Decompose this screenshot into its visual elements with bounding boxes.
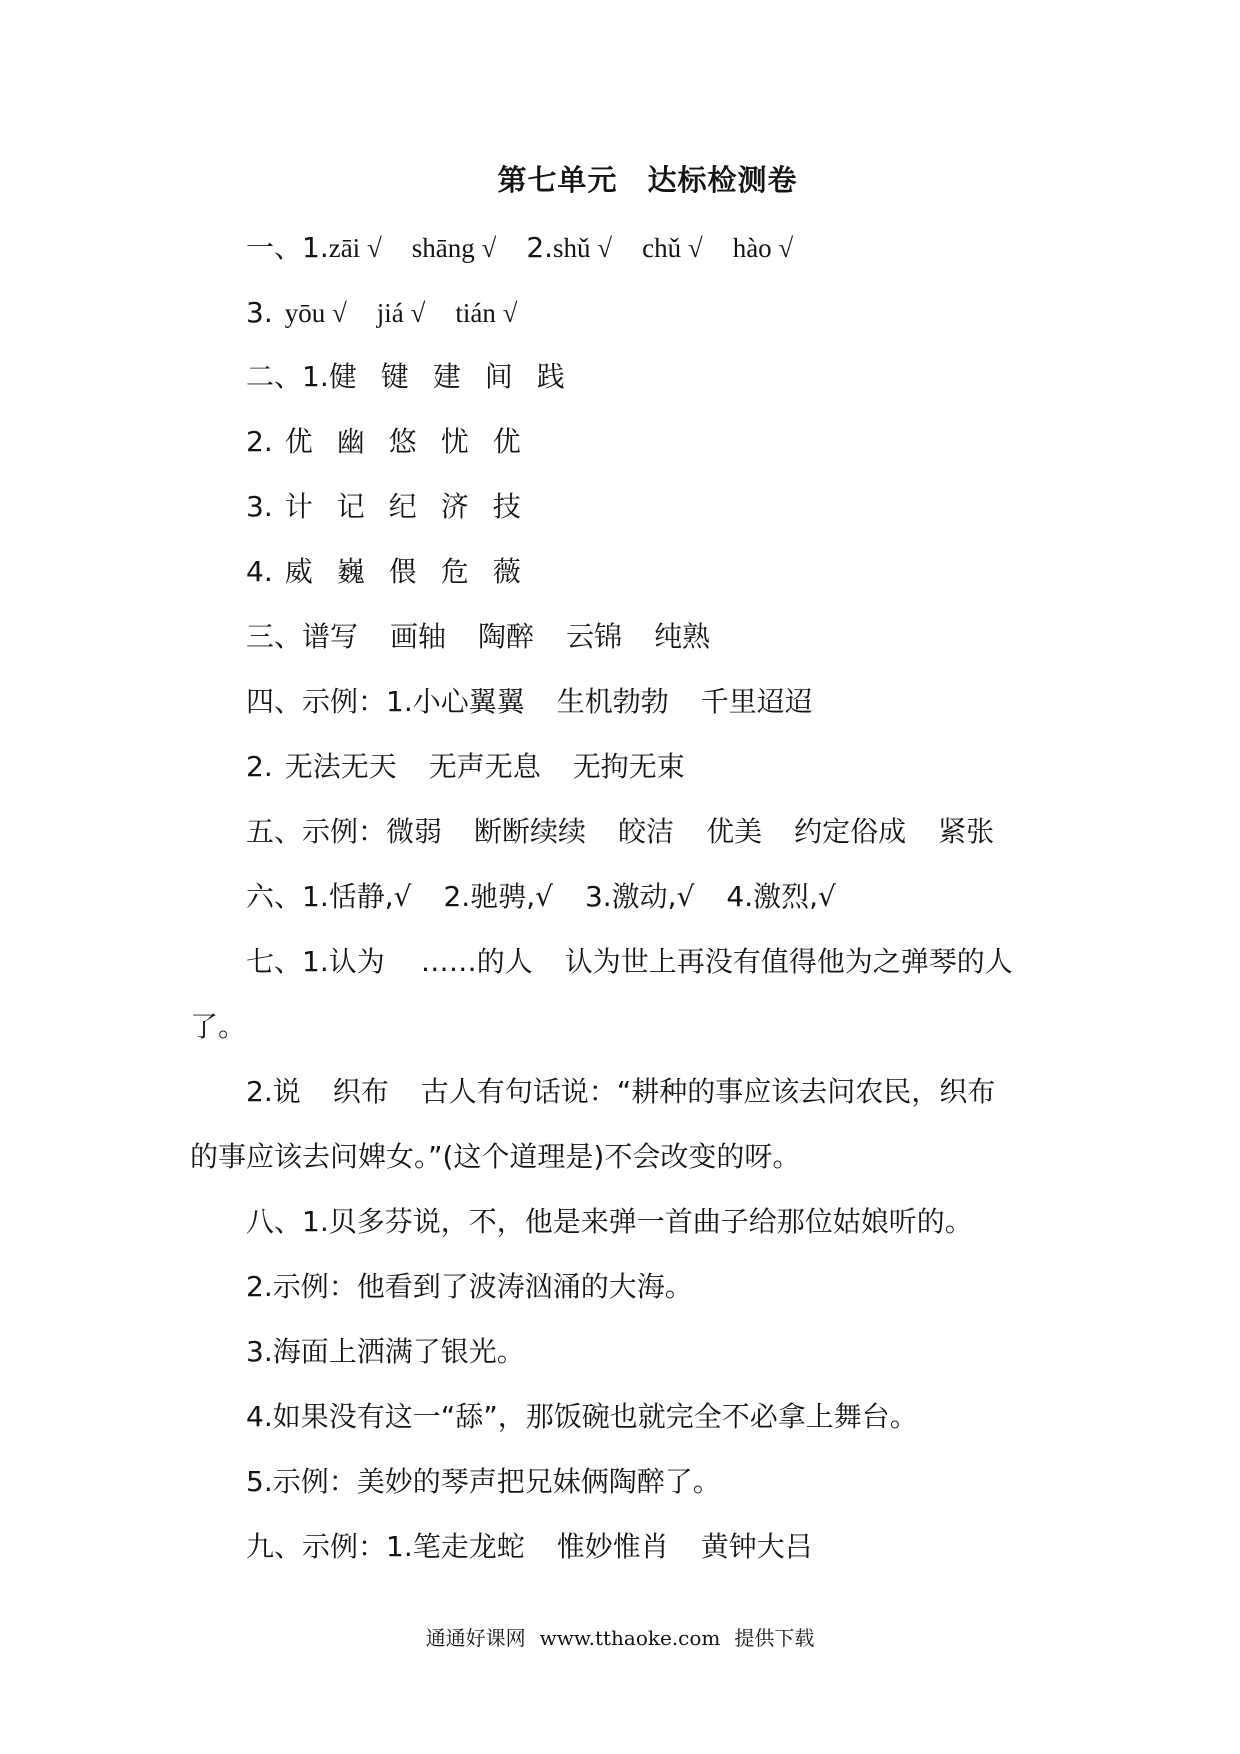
- word-answer: 3.激动,√: [584, 880, 695, 913]
- answer-line-4-2: [246, 747, 685, 787]
- word-answer: 惟妙惟肖: [556, 1530, 669, 1563]
- footer-note: 提供下载: [734, 1626, 815, 1650]
- word-answer: 纯熟: [654, 620, 711, 653]
- answer-text: 八、1.贝多芬说，不，他是来弹一首曲子给那位姑娘听的。: [246, 1205, 973, 1238]
- word-answer: 谱写: [302, 620, 359, 653]
- character-answer: 偎: [388, 555, 417, 588]
- line-prefix: 三、: [246, 620, 303, 653]
- character-answer: 健: [328, 360, 357, 393]
- answer-line-3: [246, 617, 710, 657]
- line-prefix: 2.: [246, 425, 273, 458]
- line-prefix: 4.: [246, 555, 273, 588]
- line-prefix: 四、示例：1.: [246, 685, 413, 718]
- answer-text: 5.示例：美妙的琴声把兄妹俩陶醉了。: [246, 1465, 721, 1498]
- word-answer: 陶醉: [478, 620, 535, 653]
- line-prefix: 2.: [526, 231, 554, 264]
- word-answer: 优美: [706, 815, 763, 848]
- character-answer: 忧: [440, 425, 469, 458]
- answer-text: 2.示例：他看到了波涛汹涌的大海。: [246, 1270, 693, 1303]
- character-answer: 键: [380, 360, 409, 393]
- character-answer: 幽: [336, 425, 365, 458]
- answer-line-8-5: [246, 1462, 721, 1502]
- character-answer: 建: [432, 360, 461, 393]
- pinyin-answer: zāi √: [328, 233, 382, 263]
- answer-line-8-2: [246, 1267, 693, 1307]
- character-answer: 纪: [388, 490, 417, 523]
- word-answer: 黄钟大吕: [700, 1530, 813, 1563]
- answer-line-8-1: [246, 1202, 973, 1242]
- pinyin-answer: chǔ √: [642, 233, 703, 263]
- word-answer: 紧张: [938, 815, 995, 848]
- word-answer: 画轴: [390, 620, 447, 653]
- line-prefix: 3.: [246, 490, 273, 523]
- character-answer: 优: [284, 425, 313, 458]
- answer-text: 七、1.认为: [246, 945, 385, 978]
- character-answer: 悠: [388, 425, 417, 458]
- character-answer: 技: [492, 490, 521, 523]
- answer-line-8-4: [246, 1397, 918, 1437]
- answer-line-9-1: [246, 1527, 813, 1567]
- answer-line-2-2: [246, 422, 521, 462]
- character-answer: 计: [284, 490, 313, 523]
- footer-url[interactable]: www.tthaoke.com: [539, 1626, 721, 1650]
- word-answer: 无声无息: [428, 750, 541, 783]
- word-answer: 生机勃勃: [556, 685, 669, 718]
- answer-line-7-2: [246, 1072, 995, 1112]
- pinyin-answer: shǔ √: [553, 233, 613, 263]
- word-answer: 约定俗成: [794, 815, 907, 848]
- character-answer: 记: [336, 490, 365, 523]
- line-prefix: 九、示例：1.: [246, 1530, 413, 1563]
- word-answer: 笔走龙蛇: [412, 1530, 525, 1563]
- answer-text: 2.说: [246, 1075, 301, 1108]
- pinyin-answer: shāng √: [411, 233, 497, 263]
- character-answer: 优: [492, 425, 521, 458]
- line-prefix: 一、1.: [246, 231, 329, 264]
- answer-line-2-3: [246, 487, 521, 527]
- character-answer: 巍: [336, 555, 365, 588]
- unit-label: 第七单元: [497, 163, 618, 197]
- word-answer: 云锦: [566, 620, 623, 653]
- character-answer: 济: [440, 490, 469, 523]
- answer-text: 的事应该去问婢女。”(这个道理是)不会改变的呀。: [190, 1140, 801, 1173]
- character-answer: 薇: [492, 555, 521, 588]
- answer-line-7-1: [246, 942, 1013, 982]
- word-answer: 小心翼翼: [412, 685, 525, 718]
- answer-text: 3.海面上洒满了银光。: [246, 1335, 525, 1368]
- answer-text: 古人有句话说：“耕种的事应该去问农民，织布: [420, 1075, 996, 1108]
- answer-line-2-4: [246, 552, 521, 592]
- line-prefix: 五、示例：: [246, 815, 387, 848]
- answer-line-7-2-continued: [190, 1137, 800, 1177]
- pinyin-answer: tián √: [455, 298, 518, 328]
- answer-line-5: [246, 812, 994, 852]
- page-title: [0, 158, 1240, 199]
- word-answer: 无拘无束: [572, 750, 685, 783]
- answer-text: 了。: [190, 1010, 247, 1043]
- answer-line-2-1: [246, 357, 565, 397]
- answer-line-6: [246, 877, 836, 917]
- answer-line-7-1-continued: [190, 1007, 246, 1047]
- answer-line-8-3: [246, 1332, 525, 1372]
- test-name: 达标检测卷: [647, 163, 798, 197]
- word-answer: 千里迢迢: [700, 685, 813, 718]
- word-answer: 微弱: [386, 815, 443, 848]
- character-answer: 威: [284, 555, 313, 588]
- line-prefix: 六、: [246, 880, 303, 913]
- word-answer: 无法无天: [284, 750, 397, 783]
- word-answer: 断断续续: [474, 815, 587, 848]
- answer-text: 4.如果没有这一“舔”，那饭碗也就完全不必拿上舞台。: [246, 1400, 918, 1433]
- pinyin-answer: yōu √: [284, 298, 347, 328]
- pinyin-answer: hào √: [732, 233, 794, 263]
- character-answer: 践: [536, 360, 565, 393]
- line-prefix: 二、1.: [246, 360, 329, 393]
- pinyin-answer: jiá √: [376, 298, 426, 328]
- character-answer: 危: [440, 555, 469, 588]
- character-answer: 间: [484, 360, 513, 393]
- line-prefix: 3.: [246, 296, 273, 329]
- footer-site-name: 通通好课网: [425, 1626, 526, 1650]
- word-answer: 1.恬静,√: [302, 880, 412, 913]
- answer-text: 认为世上再没有值得他为之弹琴的人: [564, 945, 1013, 978]
- answer-line-4-1: [246, 682, 813, 722]
- answer-line-1-1: [246, 228, 793, 268]
- answer-text: ……的人: [420, 945, 533, 978]
- line-prefix: 2.: [246, 750, 273, 783]
- word-answer: 皎洁: [618, 815, 675, 848]
- answer-text: 织布: [332, 1075, 389, 1108]
- page-footer: [0, 1622, 1240, 1651]
- word-answer: 2.驰骋,√: [443, 880, 553, 913]
- word-answer: 4.激烈,√: [726, 880, 836, 913]
- answer-line-1-3: [246, 293, 517, 333]
